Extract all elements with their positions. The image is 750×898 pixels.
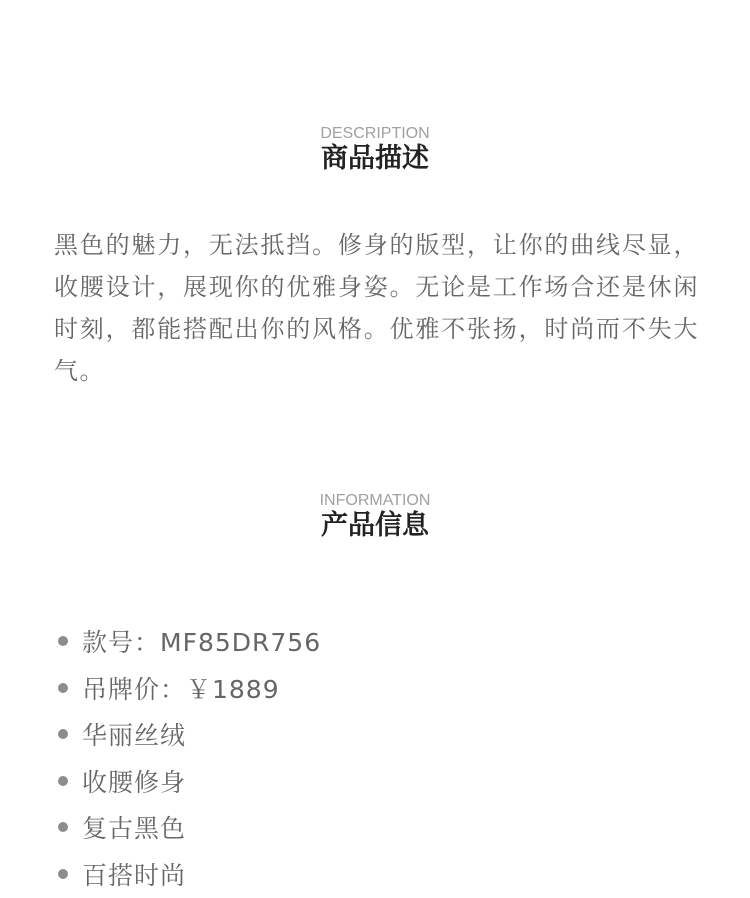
product-info-list — [54, 618, 321, 897]
info-item-label: 百搭时尚 — [82, 860, 187, 890]
info-item-tag-price — [54, 665, 321, 712]
description-header — [0, 124, 750, 176]
info-item-style-number — [54, 618, 321, 665]
bullet-icon — [58, 683, 68, 693]
info-item-label: 款号：MF85DR756 — [82, 628, 322, 658]
info-item-label: 华丽丝绒 — [82, 721, 187, 751]
bullet-icon — [58, 636, 68, 646]
description-text: 黑色的魅力，无法抵挡。修身的版型，让你的曲线尽显，收腰设计，展现你的优雅身姿。无论是工作场合还是休闲时刻，都能搭配出你的风格。优雅不张扬，时尚而不失大气。 — [54, 231, 699, 385]
info-item-versatile — [54, 851, 321, 898]
bullet-icon — [58, 822, 68, 832]
information-title: 产品信息 — [321, 510, 429, 541]
info-item-fit — [54, 758, 321, 805]
information-header — [0, 491, 750, 543]
description-label-en: DESCRIPTION — [320, 125, 430, 142]
bullet-icon — [58, 869, 68, 879]
info-item-label: 收腰修身 — [82, 767, 187, 797]
bullet-icon — [58, 729, 68, 739]
info-item-label: 吊牌价：￥1889 — [82, 674, 280, 704]
bullet-icon — [58, 776, 68, 786]
description-title: 商品描述 — [321, 143, 429, 174]
information-label-en: INFORMATION — [319, 492, 431, 509]
info-item-material — [54, 711, 321, 758]
info-item-color — [54, 804, 321, 851]
info-item-label: 复古黑色 — [82, 814, 187, 844]
